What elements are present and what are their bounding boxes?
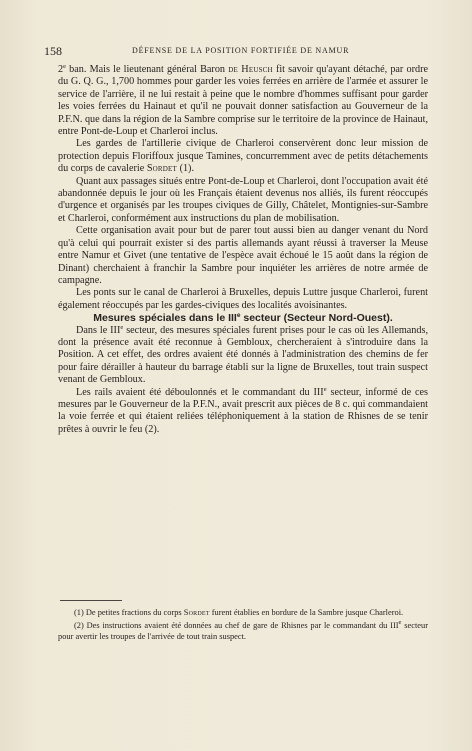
person-name: de Heusch: [228, 64, 273, 75]
paragraph: Quant aux passages situés entre Pont-de-Loup et Charleroi, dont l'occupation avait été abandonnée depuis le jour où les Français étaient devenus nos alliés, ils furent réoccupés d'urgence et organisés par les troupes civiques de Gilly, Châtelet, Montignies-sur-Sambre et Charleroi, conformément aux instructions du plan de mobilisation.: [58, 175, 428, 224]
page-number: 158: [44, 44, 62, 58]
superscript: e: [63, 63, 66, 70]
text-run: Les gardes de l'artillerie civique de Charleroi conservèrent donc leur mission de protection depuis Floriffoux jusque Tamines, concurremment avec de petits détachements du corps de cavalerie: [58, 138, 428, 175]
running-head: DÉFENSE DE LA POSITION FORTIFIÉE DE NAMUR: [132, 46, 350, 55]
text-run: 2: [58, 64, 64, 75]
text-run: furent établies en bordure de la Sambre jusque Charleroi.: [209, 608, 404, 617]
superscript: e: [323, 385, 327, 393]
section-heading: [58, 312, 428, 324]
footnote: [58, 608, 428, 619]
text-run: (1).: [177, 163, 194, 175]
text-run: fit savoir qu'ayant détaché, par ordre du G. Q. G., 1,700 hommes pour garder les voies ferrées en arrière de l'armée et assurer le service de l'arrière, il ne lui restait à peine que le nombre d'hommes suffisant pour garder les voies ferrées du Hainaut et qu'il ne pouvait donner satisfaction au Gouverneur de la P.F.N. que dans la région de la Sambre comprise sur le territoire de la province de Hainaut, entre Pont-de-Loup et Charleroi inclus.: [58, 64, 428, 138]
person-name: Sordet: [183, 608, 210, 617]
footnote-divider: [60, 600, 122, 601]
text-run: (1) De petites fractions du corps: [74, 608, 184, 617]
text-run: secteur, informé de ces mesures par le Gouverneur de la P.F.N., avait prescrit aux pièces de 8 c. qui commandaient la voie ferrée et qui étaient reliées téléphoniquement à la station de Rhisnes de se tenir prêtes à ouvrir le feu (2).: [58, 386, 428, 435]
heading-run: secteur (Secteur Nord-Ouest).: [240, 312, 393, 325]
paragraph: Cette organisation avait pour but de parer tout aussi bien au danger venant du Nord qu'à celui qui pourrait exister si des partis allemands ayant réussi à traverser la Meuse entre Namur et Givet (une tentative de l'espèce avait échoué le 15 août dans la région de Dinant) cherchaient à franchir la Sambre pour inquiéter les arrières de notre armée de campagne.: [58, 225, 428, 286]
paragraph: Les ponts sur le canal de Charleroi à Bruxelles, depuis Luttre jusque Charleroi, furent également réoccupés par les gardes-civiques des localités avoisinantes.: [58, 287, 428, 311]
paragraph: [58, 325, 428, 387]
text-run: ban. Mais le lieutenant général Baron: [65, 64, 229, 75]
text-run: (2) Des instructions avaient été données au chef de gare de Rhisnes par le commandant du III: [74, 620, 399, 630]
superscript: e: [236, 312, 241, 320]
page-header: [44, 44, 444, 60]
superscript: e: [398, 618, 402, 626]
footnotes: [58, 608, 428, 644]
paragraph: [58, 64, 428, 138]
text-run: secteur, des mesures spéciales furent prises pour le cas où les Allemands, dont la présence avait été reconnue à Gembloux, chercheraient à s'introduire dans la Position. A cet effet, des ordres avaient été donnés à l'administration des chemins de fer pour faire dérailler à hauteur du barrage établi sur la ligne de Bruxelles, tout train suspect venant de Gembloux.: [58, 324, 428, 386]
superscript: e: [120, 323, 124, 331]
paragraph: [58, 387, 428, 437]
paragraph: [58, 138, 428, 175]
heading-run: Mesures spéciales dans le III: [93, 312, 237, 325]
text-run: Dans le III: [76, 324, 121, 336]
text-run: secteur pour avertir les troupes de l'arrivée de tout train suspect.: [58, 620, 428, 641]
text-run: Les rails avaient été déboulonnés et le commandant du III: [76, 386, 324, 398]
footnote: [58, 618, 428, 643]
person-name: Sordet: [146, 163, 178, 175]
main-text: [58, 64, 428, 436]
